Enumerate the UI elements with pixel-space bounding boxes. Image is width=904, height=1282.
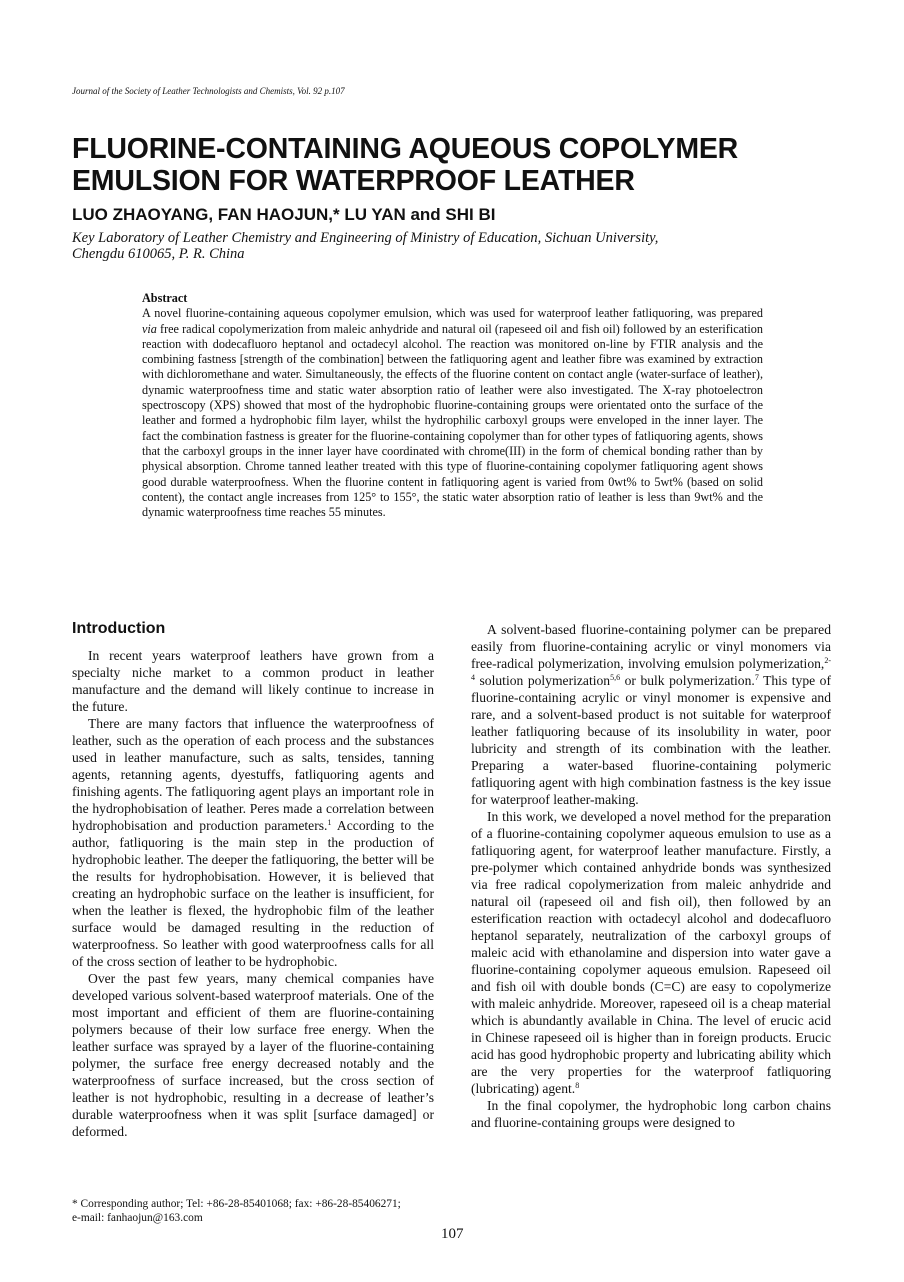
footnote-line-1: * Corresponding author; Tel: +86-28-85401068; fax: +86-28-85406271; — [72, 1198, 401, 1210]
abstract-heading: Abstract — [142, 291, 188, 305]
running-head: Journal of the Society of Leather Technologists and Chemists, Vol. 92 p.107 — [72, 86, 345, 96]
paragraph — [471, 808, 831, 1097]
abstract-text-via: via — [142, 321, 157, 336]
citation-ref: 2-4 — [471, 656, 831, 682]
paragraph-text: This type of fluorine-containing acrylic or vinyl monomer is expensive and rare, and a solvent-based product is not suitable for waterproof leather fatliquoring because of its insolubility in water, poor lubricity and strength of its combination with the leather. Preparing a water-based fluorine-containing polymeric fatliquoring agent with high combination fastness is the key issue for waterproof leather-making. — [471, 673, 831, 807]
paragraph-text: There are many factors that influence the waterproofness of leather, such as the operation of each process and the substances used in leather manufacture, such as salts, tensides, tanning agents, retanning agents, dyestuffs, fatliquoring agents and finishing agents. The fatliquoring agent plays an important role in the hydrophobisation of leather. Peres made a correlation between hydrophobisation and production parameters. — [72, 716, 434, 833]
paragraph: In the final copolymer, the hydrophobic long carbon chains and fluorine-containing groups were designed to — [471, 1098, 831, 1130]
paragraph-text: solution polymerization — [475, 673, 611, 688]
corresponding-author-footnote — [72, 1197, 492, 1225]
affiliation-line-2: Chengdu 610065, P. R. China — [72, 246, 245, 262]
paper-title — [72, 133, 832, 197]
page-number: 107 — [441, 1226, 464, 1242]
paragraph — [72, 715, 434, 970]
abstract-body — [142, 306, 763, 520]
paragraph: Over the past few years, many chemical companies have developed various solvent-based waterproof materials. One of the most important and efficient of them are fluorine-containing polymers because of their low surface free energy. When the leather surface was sprayed by a layer of the fluorine-containing polymer, the surface free energy decreased notably and the waterproofness of surface increased, but the cross section of leather is not hydrophobic, resulting in a decrease of leather’s durable waterproofness when it was split [surface damaged] or deformed. — [72, 971, 434, 1139]
paragraph-text: A solvent-based fluorine-containing polymer can be prepared easily from fluorine-containing acrylic or vinyl monomers via free-radical polymerization, involving emulsion polymerization, — [471, 622, 831, 671]
affiliation-line-1: Key Laboratory of Leather Chemistry and Engineering of Ministry of Education, Sichuan University, — [72, 230, 659, 246]
title-line-1: FLUORINE-CONTAINING AQUEOUS COPOLYMER — [72, 133, 739, 165]
paragraph-text: According to the author, fatliquoring is the main step in the production of hydrophobic leather. The deeper the fatliquoring, the better will be the results for hydrophobisation. However, it is believed that creating an hydrophobic surface on the leather is insufficient, for when the leather is flexed, the hydrophobic film of the leather surface would be damaged resulting in the reduction of waterproofness. So leather with good waterproofness calls for all of the cross section of leather to be hydrophobic. — [72, 818, 434, 969]
title-line-2: EMULSION FOR WATERPROOF LEATHER — [72, 165, 635, 197]
citation-ref: 8 — [575, 1081, 580, 1090]
affiliation — [72, 230, 772, 262]
right-column — [471, 621, 831, 1131]
abstract — [142, 291, 763, 520]
footnote-email: e-mail: fanhaojun@163.com — [72, 1212, 203, 1224]
citation-ref: 1 — [327, 818, 332, 827]
paragraph — [471, 621, 831, 808]
abstract-text-part-1: A novel fluorine-containing aqueous copolymer emulsion, which was used for waterproof leather fatliquoring, was prepared — [142, 306, 763, 321]
author-list: LUO ZHAOYANG, FAN HAOJUN,* LU YAN and SHI BI — [72, 205, 496, 224]
left-column — [72, 619, 434, 1140]
citation-ref: 7 — [754, 673, 759, 682]
paragraph: In recent years waterproof leathers have grown from a specialty niche market to a common product in leather manufacture and the demand will likely continue to increase in the future. — [72, 648, 434, 714]
citation-ref: 5,6 — [610, 673, 621, 682]
paragraph-text: In this work, we developed a novel method for the preparation of a fluorine-containing copolymer aqueous emulsion to use as a fatliquoring agent, for waterproof leather manufacture. Firstly, a pre-polymer which contained anhydride bonds was synthesized via free radical copolymerization from maleic anhydride and natural oil (rapeseed oil and fish oil), then followed by an esterification reaction with octadecyl alcohol and dodecafluoro heptanol separately, neutralization of the carboxyl groups of maleic acid with ethanolamine and dispersion into water gave a fluorine-containing copolymer aqueous emulsion. Rapeseed oil and fish oil with double bonds (C=C) are easy to copolymerize with maleic anhydride. Moreover, rapeseed oil is a cheap material which is abundantly available in China. The level of erucic acid in Chinese rapeseed oil is higher than in foreign products. Erucic acid has good hydrophobic property and lubricating ability which are the very properties for the waterproof fatliquoring (lubricating) agent. — [471, 809, 831, 1096]
introduction-heading: Introduction — [72, 620, 166, 637]
abstract-text-part-2: free radical copolymerization from maleic anhydride and natural oil (rapeseed oil and fish oil) followed by an esterification reaction with dodecafluoro heptanol and octadecyl alcohol. The reaction was monitored on-line by FTIR analysis and the combining fastness [strength of the combination] between the fatliquoring agent and leather fibre was examined by extraction with dichloromethane and water. Simultaneously, the effects of the fluorine content on contact angle (water-surface of leather), dynamic waterproofness time and static water absorption ratio of leather were also investigated. The X-ray photoelectron spectroscopy (XPS) showed that most of the hydrophobic fluorine-containing groups were orientated onto the surface of the leather and formed a hydrophobic film layer, whilst the hydrophilic carboxyl groups were enveloped in the inner layer. The fact the combination fastness is greater for the fluorine-containing copolymer than for other types of fatliquoring agents, shows that the carboxyl groups in the inner layer have coordinated with chrome(III) in the form of chemical bonding rather than by physical absorption. Chrome tanned leather treated with this type of fluorine-containing copolymer fatliquoring agent shows good durable waterproofness. When the fluorine content in fatliquoring agent is varied from 0wt% to 5wt% (based on solid content), the contact angle increases from 125° to 155°, the static water absorption ratio of leather is less than 9wt% and the dynamic waterproofness time reaches 55 minutes. — [142, 321, 763, 520]
paragraph-text: or bulk polymerization. — [620, 673, 755, 688]
